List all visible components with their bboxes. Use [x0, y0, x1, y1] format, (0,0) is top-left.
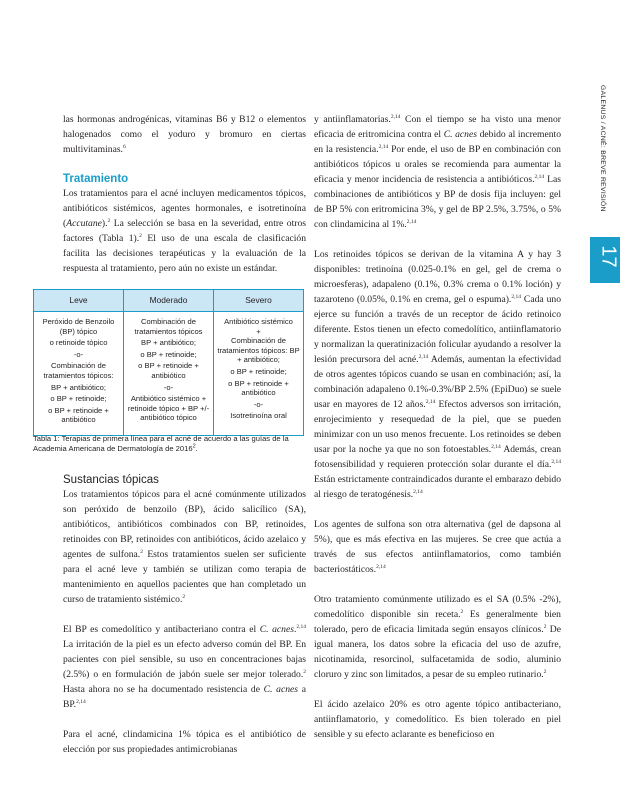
running-head	[596, 85, 608, 245]
table-header-row	[34, 290, 303, 312]
therapy-table	[33, 289, 304, 436]
header-severo: Severo	[213, 290, 303, 311]
page-number: 17	[597, 245, 620, 268]
left-column-lower	[63, 473, 306, 757]
paragraph-tratamiento: Los tratamientos para el acné incluyen medicamentos tópicos, antibióticos sistémicos, agentes hormonales, e isotretinoína (Accutane).$^2$ La selección se basa en la severidad, entre otros factores (Tabla 1).$^2$ El uso de una escala de clasificación facilita las decisiones terapéuticas y la evaluación de la respuesta al tratamiento, pero aún no existe un estándar.	[63, 188, 306, 274]
header-moderado: Moderado	[123, 290, 213, 311]
paragraph-clindamicina: Para el acné, clindamicina 1% tópica es el antibiótico de elección por sus propiedades antimicrobianas	[63, 729, 306, 755]
paragraph-antibioticos: y antiinflamatorias.$^{2,14}$ Con el tiempo se ha visto una menor eficacia de eritromicina contra el C. acnes debido al incremento en la resistencia.$^{2,14}$ Por ende, el uso de BP en combinación con antibióticos tópicos u orales se recomienda para aumentar la eficacia y menor incidencia de resistencia a antibióticos.$^{2,14}$ Las combinaciones de antibióticos y BP de dosis fija incluyen: gel de BP 5% con eritromicina 3%, y gel de BP 2.5%, 3.75%, o 5% con clindamicina al 1%.$^{2,14}$	[314, 113, 562, 230]
running-head-text: GALENUS / ACNÉ: BREVE REVISIÓN	[599, 85, 606, 212]
paragraph-bp: El BP es comedolítico y antibacteriano contra el C. acnes.$^{2,14}$ La irritación de la piel es un efecto adverso común del BP. En pacientes con piel sensible, su uso en concentraciones bajas (2.5%) o en formulación de jabón suele ser mejor tolerado.$^2$ Hasta ahora no se ha documentado resistencia de C. acnes a BP.$^{2,14}$	[63, 623, 306, 710]
left-column	[63, 112, 306, 276]
paragraph-sa: Otro tratamiento comúnmente utilizado es el SA (0.5% -2%), comedolítico disponible sin receta.$^2$ Es generalmente bien tolerado, pero de eficacia limitada según ensayos clínicos.$^2$ De igual manera, los datos sobre la eficacia del uso de azufre, nicotinamida, resorcinol, sulfacetamida de sodio, aluminio cloruro y zinc son limitados, a pesar de su empleo rutinario.$^2$	[314, 594, 561, 680]
paragraph-retinoides: Los retinoides tópicos se derivan de la vitamina A y hay 3 disponibles: tretinoína (0.025-0.1% en gel, gel de crema o microesferas), adapaleno (0.1%, 0.3% crema o 0.1% loción) y tazaroteno (0.05%, 0.1% en crema, gel o espuma).$^{2,14}$ Cada uno ejerce su función a través de un receptor de ácido retinoico diferente. Estos tienen un efecto comedolítico, antiinflamatorio y normalizan la queratinización folicular ayudando a resolver la lesión precursora del acné.$^{2,14}$ Además, aumentan la efectividad de otros agentes tópicos cuando se usan en combinación; así, la combinación adapaleno 0.1%-0.3%/BP 2.5% (EpiDuo) se suele usar en mayores de 12 años.$^{2,14}$ Efectos adversos son irritación, enrojecimiento y resequedad de la piel, que se pueden minimizar con un uso menos frecuente. Los retinoides se deben usar por la noche ya que no son fotoestables.$^{2,14}$ Además, crean fotosensibilidad y requieren protección solar durante el día.$^{2,14}$ Están estrictamente contraindicados durante el embarazo debido al riesgo de teratogénesis.$^{2,14}$	[314, 249, 561, 500]
cell-leve: Peróxido de Benzoilo (BP) tópico o retinoide tópico -o- Combinación de tratamientos tópicos: BP + antibiótico; o BP + retinoide; o BP + retinoide + antibiótico	[42, 317, 115, 425]
cell-severo: Antibiótico sistémico + Combinación de tratamientos tópicos: BP + antibiótico; o BP + retinoide; o BP + retinoide + antibiótico -o- Isotretinoína oral	[213, 312, 303, 435]
table-caption: Tabla 1: Terapias de primera línea para el acné de acuerdo a las guías de la Academia Americana de Dermatología de 2016$^2$.	[33, 434, 289, 453]
header-leve: Leve	[69, 294, 88, 305]
cell-moderado: Combinación de tratamientos tópicos BP + antibiótico; o BP + retinoide; o BP + retinoide + antibiótico -o- Antibiótico sistémico + retinoide tópico + BP +/- antibiótico tópico	[123, 312, 213, 435]
paragraph-sustancias: Los tratamientos tópicos para el acné comúnmente utilizados son peróxido de benzoilo (BP), ácido salicílico (SA), antibióticos, antibióticos combinados con BP, retinoides, retinoides con BP, retinoides con antibióticos, ácido azelaico y agentes de sulfona.$^2$ Estos tratamientos suelen ser suficiente para el acné leve y también se utilizan como terapia de mantenimiento en aquellos pacientes que han completado un curso de tratamiento sistémico.$^2$	[63, 489, 306, 605]
paragraph-acido-azelaico: El ácido azelaico 20% es otro agente tópico antibacteriano, antiinflamatorio, y comedolítico. Es bien tolerado en piel sensible y su efecto aclarante es beneficioso en	[314, 699, 561, 740]
heading-tratamiento: Tratamiento	[63, 173, 129, 185]
paragraph-sulfona: Los agentes de sulfona son otra alternativa (gel de dapsona al 5%), que es más efectiva en las mujeres. Se cree que actúa a través de sus efectos antiinflamatorios, como también bacteriostáticos.$^{2,14}$	[314, 519, 561, 575]
paragraph-intro: las hormonas androgénicas, vitaminas B6 y B12 o elementos halogenados como el yoduro y bromuro en ciertas multivitaminas.$^6$	[63, 114, 306, 155]
table-body-row	[34, 312, 303, 435]
right-column	[314, 112, 561, 742]
heading-sustancias-topicas: Sustancias tópicas	[63, 474, 159, 486]
page-number-tab	[590, 237, 620, 283]
